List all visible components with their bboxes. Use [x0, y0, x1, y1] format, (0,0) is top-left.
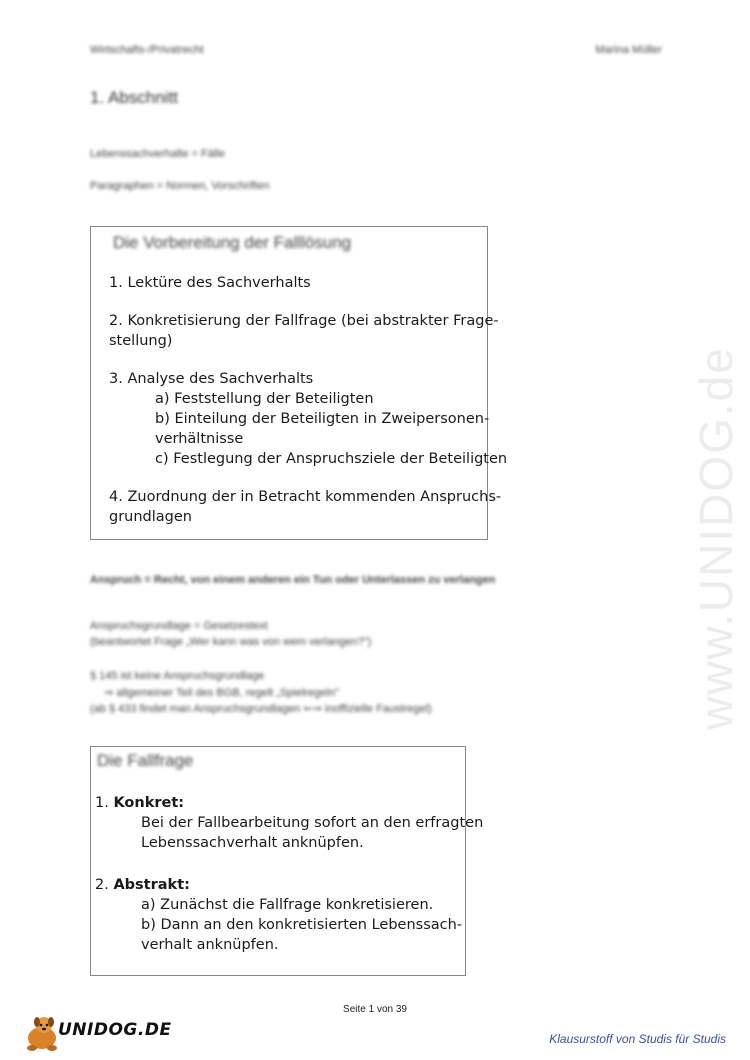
- fallfrage-item-2-num: 2.: [95, 877, 109, 893]
- fallfrage-item-2-line-2: b) Dann an den konkretisierten Lebenssach-: [141, 917, 463, 933]
- fallfrage-item-2-line-1: a) Zunächst die Fallfrage konkretisieren.: [141, 897, 434, 913]
- prep-step-4: 4. Zuordnung der in Betracht kommenden Anspruchs-: [109, 489, 502, 505]
- preparation-box: [90, 226, 508, 540]
- fallfrage-item-1: [95, 793, 483, 813]
- prep-step-3b-cont: verhältnisse: [155, 431, 244, 447]
- prep-step-4-cont: grundlagen: [109, 509, 192, 525]
- section-title: 1. Abschnitt: [90, 88, 178, 107]
- fallfrage-box-title: Die Fallfrage: [97, 751, 194, 770]
- prep-step-3c: c) Festlegung der Anspruchsziele der Beteiligten: [155, 451, 508, 467]
- paragraph-line-3: (ab § 433 findet man Anspruchsgrundlagen ⇐⇒ inoffizielle Faustregel): [90, 703, 432, 715]
- fallfrage-item-1-line-1: Bei der Fallbearbeitung sofort an den erfragten: [141, 815, 484, 831]
- fallfrage-item-2-label: Abstrakt:: [113, 877, 190, 893]
- anspruch-definition: Anspruch = Recht, von einem anderen ein Tun oder Unterlassen zu verlangen: [90, 574, 496, 586]
- prep-step-2-cont: stellung): [109, 333, 173, 349]
- unidog-logo-text: UNIDOG.DE: [58, 1020, 172, 1040]
- prep-step-3a: a) Feststellung der Beteiligten: [155, 391, 374, 407]
- fallfrage-item-1-num: 1.: [95, 795, 109, 811]
- prep-step-1: 1. Lektüre des Sachverhalts: [109, 275, 311, 291]
- grundlage-line-2: (beantwortet Frage „Wer kann was von wem verlangen?"): [90, 636, 372, 648]
- fallfrage-box: [90, 746, 484, 976]
- footer-slogan: Klausurstoff von Studis für Studis: [549, 1032, 726, 1046]
- header-left: Wirtschafts-/Privatrecht: [90, 44, 204, 56]
- watermark-text: www.UNIDOG.de: [690, 346, 742, 730]
- paragraph-line-2: ⇒ allgemeiner Teil des BGB, regelt „Spielregeln": [104, 687, 339, 699]
- prep-step-3b: b) Einteilung der Beteiligten in Zweipersonen-: [155, 411, 490, 427]
- prep-step-3: 3. Analyse des Sachverhalts: [109, 371, 314, 387]
- fallfrage-item-1-line-2: Lebenssachverhalt anknüpfen.: [141, 835, 364, 851]
- preparation-box-title: Die Vorbereitung der Falllösung: [113, 233, 352, 252]
- header-right: Marina Müller: [595, 44, 662, 56]
- page-number: Seite 1 von 39: [343, 1004, 407, 1015]
- fallfrage-item-1-label: Konkret:: [113, 795, 185, 811]
- preparation-box-body: [109, 273, 507, 527]
- fallfrage-box-body: [95, 793, 483, 955]
- fallfrage-item-2: [95, 875, 483, 895]
- fallfrage-item-2-line-3: verhalt anknüpfen.: [141, 937, 279, 953]
- grundlage-line-1: Anspruchsgrundlage = Gesetzestext: [90, 620, 268, 632]
- watermark: [640, 280, 750, 740]
- intro-line-2: Paragraphen = Normen, Vorschriften: [90, 180, 270, 192]
- paragraph-line-1: § 145 ist keine Anspruchsgrundlage: [90, 670, 265, 682]
- prep-step-2: 2. Konkretisierung der Fallfrage (bei abstrakter Frage-: [109, 313, 499, 329]
- intro-line-1: Lebenssachverhalte = Fälle: [90, 148, 225, 160]
